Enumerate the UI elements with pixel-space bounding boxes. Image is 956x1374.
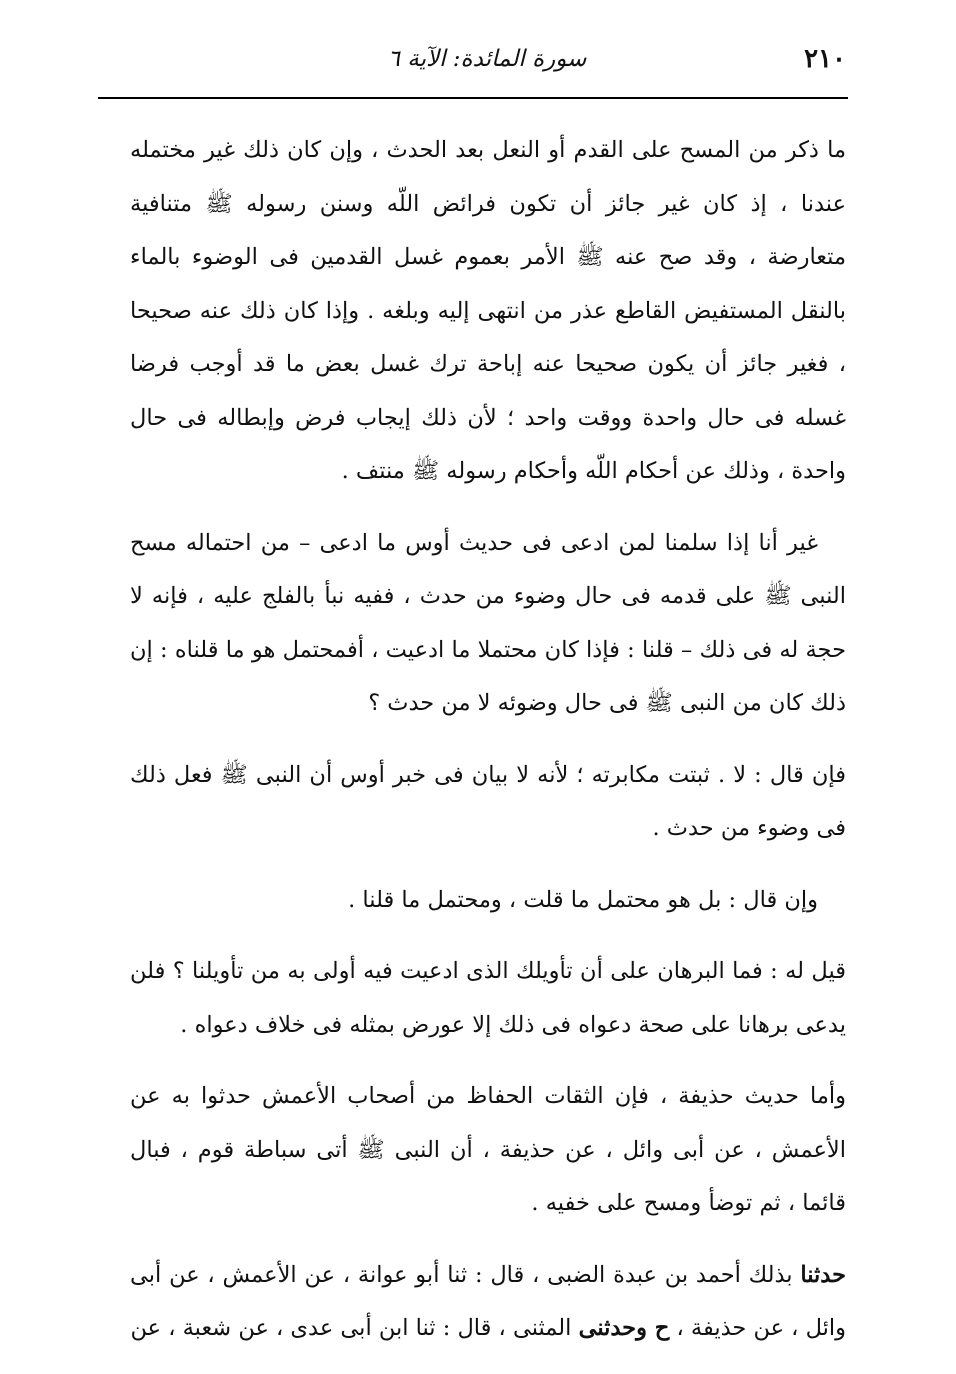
paragraph-2: غير أنا إذا سلمنا لمن ادعى فى حديث أوس ما ادعى – من احتماله مسح النبى ﷺ على قدمه فى حال وضوء من حدث ، ففيه نبأ بالفلج عليه ، فإنه لا حجة له فى ذلك – قلنا : فإذا كان محتملا ما ادعيت ، أفمحتمل هو ما قلناه : إن ذلك كان من النبى ﷺ فى حال وضوئه لا من حدث ؟ <box>130 529 846 716</box>
paragraph-1: ما ذكر من المسح على القدم أو النعل بعد الحدث ، وإن كان ذلك غير مختمله عندنا ، إذ كان غير جائز أن تكون فرائض اللّه وسنن رسوله ﷺ متنافية متعارضة ، وقد صح عنه ﷺ الأمر بعموم غسل القدمين فى الوضوء بالماء بالنقل المستفيض القاطع عذر من انتهى إليه وبلغه . وإذا كان ذلك عنه صحيحا ، فغير جائز أن يكون صحيحا عنه إباحة ترك غسل بعض ما قد أوجب فرضا غسله فى حال واحدة ووقت واحد ؛ لأن ذلك إيجاب فرض وإبطاله فى حال واحدة ، وذلك عن أحكام اللّه وأحكام رسوله ﷺ منتف . <box>130 137 846 484</box>
paragraph-5: قيل له : فما البرهان على أن تأويلك الذى ادعيت فيه أولى به من تأويلنا ؟ فلن يدعى برهانا على صحة دعواه فى ذلك إلا عورض بمثله فى خلاف دعواه . <box>130 958 846 1038</box>
isnad-part-2: المثنى ، قال : ثنا ابن أبى عدى ، عن شعبة ، عن <box>130 1315 579 1341</box>
page-number: ٢١٠ <box>804 44 846 74</box>
page-header <box>128 42 846 86</box>
paragraph-7 <box>130 1249 846 1356</box>
running-title: سورة المائدة: الآية ٦ <box>387 46 587 72</box>
isnad-part-1: بذلك أحمد بن عبدة الضبى ، قال : ثنا أبو عوانة ، عن الأعمش ، عن أبى وائل ، عن حذيفة ، <box>130 1261 846 1341</box>
body-text <box>130 124 846 1374</box>
paragraph-6: وأما حديث حذيفة ، فإن الثقات الحفاظ من أصحاب الأعمش حدثوا به عن الأعمش ، عن أبى وائل ، عن حذيفة ، أن النبى ﷺ أتى سباطة قوم ، فبال قائما ، ثم توضأ ومسح على خفيه . <box>130 1083 846 1216</box>
paragraph-3: فإن قال : لا . ثبتت مكابرته ؛ لأنه لا بيان فى خبر أوس أن النبى ﷺ فعل ذلك فى وضوء من حدث . <box>130 761 846 841</box>
isnad-transition: ح وحدثنى <box>578 1315 670 1341</box>
paragraph-4: وإن قال : بل هو محتمل ما قلت ، ومحتمل ما قلنا . <box>348 886 818 913</box>
isnad-lead: حدثنا <box>800 1261 846 1288</box>
header-divider <box>98 97 848 99</box>
